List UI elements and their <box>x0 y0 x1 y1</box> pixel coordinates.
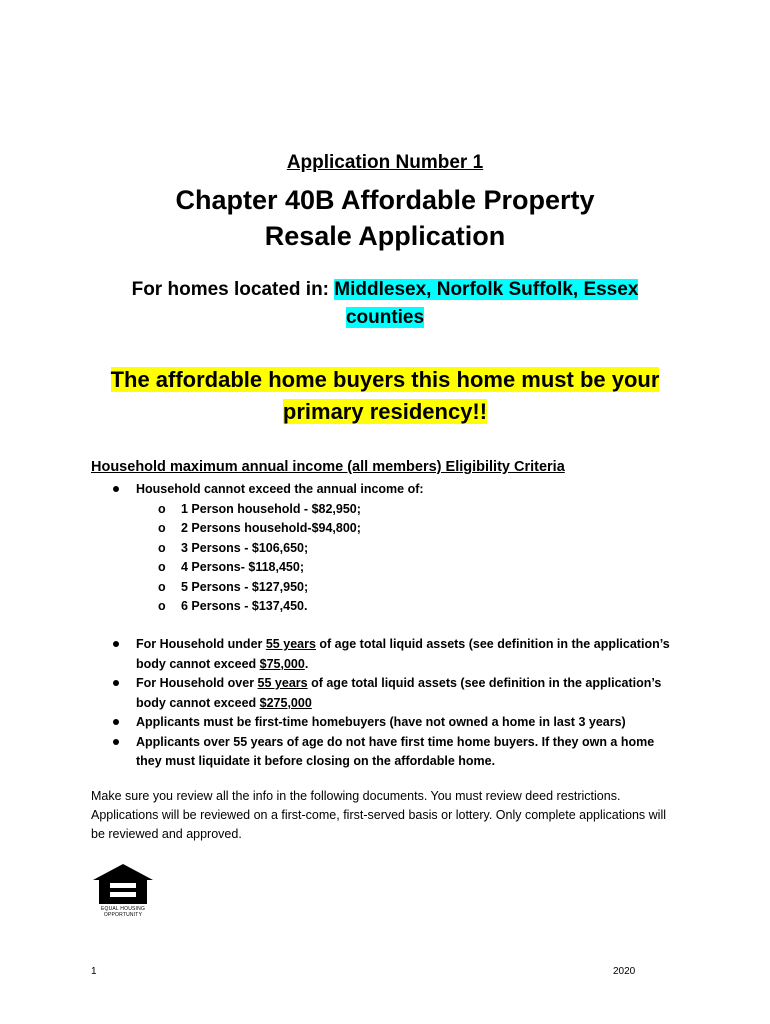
logo-caption: EQUAL HOUSING OPPORTUNITY <box>100 906 146 918</box>
income-limit-text: 1 Person household - $82,950; <box>181 501 361 516</box>
page-title <box>0 182 770 254</box>
income-limit-text: 4 Persons- $118,450; <box>181 560 304 574</box>
residency-line-2: primary residency!! <box>282 399 488 424</box>
assets-under-pre: For Household under <box>136 637 266 651</box>
list-item <box>91 635 681 674</box>
sub-bullet-icon: o <box>158 540 166 555</box>
income-limit-item <box>91 597 681 617</box>
over-55-requirement: Applicants over 55 years of age do not have first time home buyers. If they own a home they must liquidate it before closing on the affordable home. <box>136 734 655 768</box>
assets-under-mid: of age total liquid assets (see definition in the application’s body cannot exceed <box>136 637 670 671</box>
bullet-icon <box>113 486 119 492</box>
bullet-icon <box>113 719 119 725</box>
bullet-icon <box>113 739 119 745</box>
income-limit-item <box>91 578 681 598</box>
income-limits-list <box>91 500 681 617</box>
page-number: 1 <box>91 966 97 977</box>
income-criteria-list <box>91 480 681 617</box>
list-item <box>91 480 681 500</box>
assets-under-post: . <box>304 656 309 671</box>
income-limit-item <box>91 519 681 539</box>
sub-bullet-icon: o <box>158 599 166 613</box>
title-line-1: Chapter 40B Affordable Property <box>175 185 595 215</box>
sub-bullet-icon: o <box>158 521 166 535</box>
location-statement <box>115 276 655 332</box>
list-item <box>91 674 681 713</box>
location-counties: Middlesex, Norfolk Suffolk, Essex <box>334 279 639 300</box>
income-intro: Household cannot exceed the annual income of: <box>136 482 424 496</box>
income-limit-item <box>91 500 681 520</box>
assets-under-age: 55 years <box>265 637 316 651</box>
list-item <box>91 713 681 733</box>
assets-over-mid: of age total liquid assets (see definition in the application’s body cannot exceed <box>136 676 662 710</box>
assets-under-amount: $75,000 <box>259 656 305 671</box>
eligibility-list <box>91 635 681 772</box>
income-limit-item <box>91 539 681 559</box>
residency-line-1: The affordable home buyers this home must be your <box>110 367 660 392</box>
sub-bullet-icon: o <box>158 501 166 516</box>
criteria-heading: Household maximum annual income (all members) Eligibility Criteria <box>91 459 565 475</box>
sub-bullet-icon: o <box>158 560 166 574</box>
first-time-requirement: Applicants must be first-time homebuyers (have not owned a home in last 3 years) <box>136 715 626 729</box>
location-prefix: For homes located in: <box>131 279 330 300</box>
equal-housing-logo <box>91 862 155 918</box>
assets-over-age: 55 years <box>257 676 308 690</box>
list-item <box>91 733 681 772</box>
bullet-icon <box>113 641 119 647</box>
sub-bullet-icon: o <box>158 579 166 594</box>
income-limit-item <box>91 558 681 578</box>
income-limit-text: 2 Persons household-$94,800; <box>181 521 361 535</box>
assets-over-pre: For Household over <box>136 676 258 690</box>
assets-over-amount: $275,000 <box>259 695 312 710</box>
location-counties-suffix: counties <box>345 307 425 328</box>
review-note: Make sure you review all the info in the following documents. You must review deed restrictions. Applications will be reviewed on a first-come, first-served basis or lottery. Only complete applications will be reviewed and approved. <box>91 789 666 841</box>
income-limit-text: 6 Persons - $137,450. <box>181 599 308 613</box>
application-number: Application Number 1 <box>286 152 484 173</box>
residency-notice <box>95 364 675 428</box>
income-limit-text: 5 Persons - $127,950; <box>181 579 309 594</box>
title-line-2: Resale Application <box>264 221 506 251</box>
equal-housing-icon <box>91 862 155 906</box>
income-limit-text: 3 Persons - $106,650; <box>181 540 309 555</box>
footer-year: 2020 <box>613 966 636 977</box>
bullet-icon <box>113 680 119 686</box>
